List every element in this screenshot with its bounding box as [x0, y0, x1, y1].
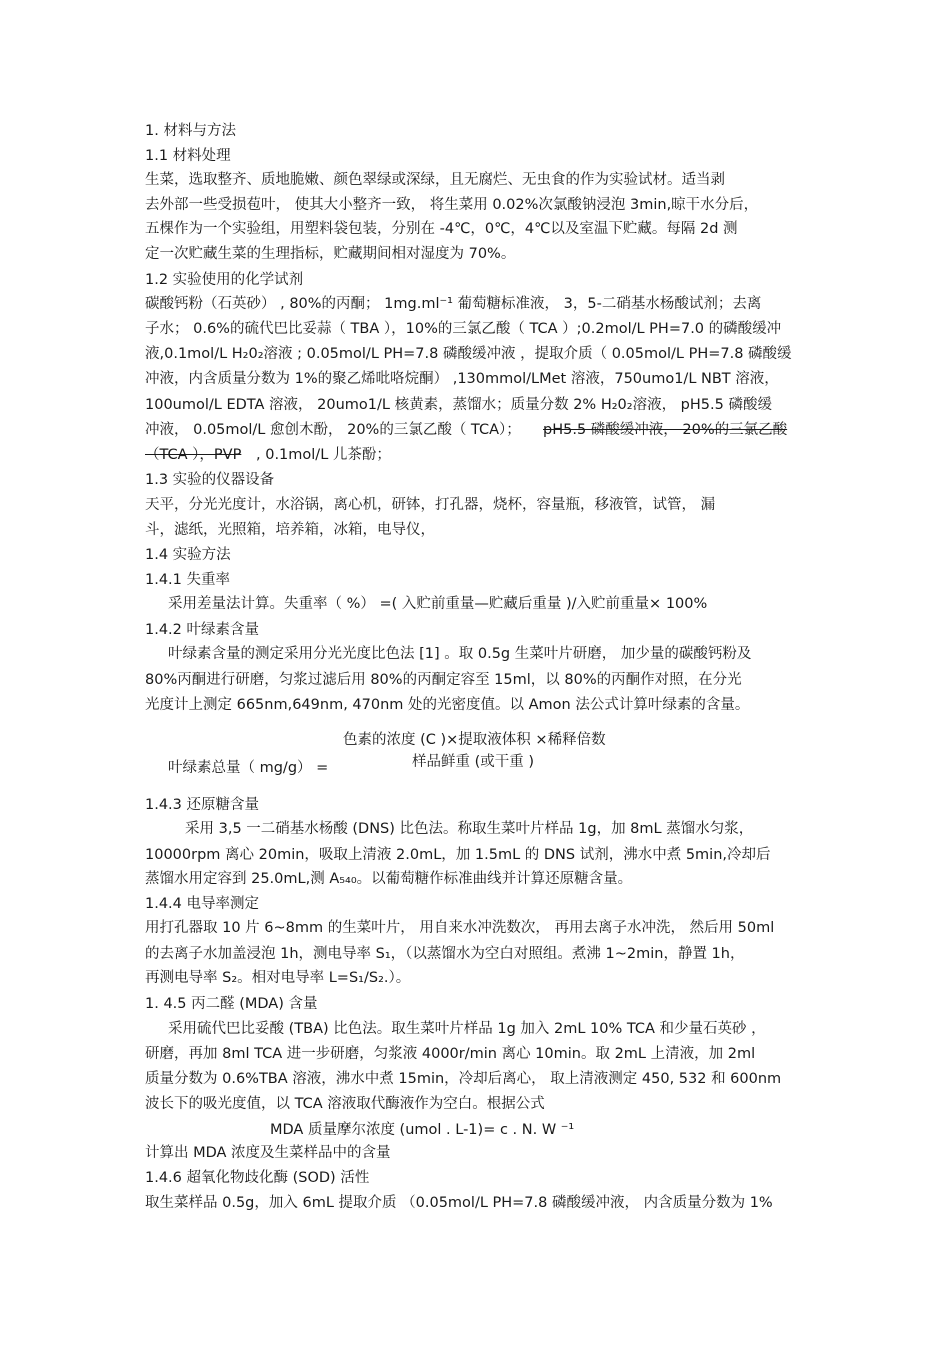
text-line: 1.1 材料处理 — [145, 148, 231, 164]
struck-text-line: pH5.5 磷酸缓冲液， 20%的三氯乙酸 — [543, 422, 788, 438]
text-line: 1.4 实验方法 — [145, 547, 231, 563]
text-line: 冲液，内含质量分数为 1%的聚乙烯吡咯烷酮） ,130mmol/LMet 溶液，750umo1/L NBT 溶液， — [145, 371, 779, 387]
text-line: 1.4.3 还原糖含量 — [145, 797, 260, 813]
text-line: 10000rpm 离心 20min，吸取上清液 2.0mL，加 1.5mL 的 DNS 试剂，沸水中煮 5min,冷却后 — [145, 847, 771, 863]
text-line: 碳酸钙粉（石英砂） , 80%的丙酮； 1mg.ml⁻¹ 葡萄糖标准液， 3，5-二硝基水杨酸试剂；去离 — [145, 296, 762, 312]
text-line: 80%丙酮进行研磨，匀浆过滤后用 80%的丙酮定容至 15ml，以 80%的丙酮作对照，在分光 — [145, 672, 742, 688]
text-line: 1.4.6 超氧化物歧化酶 (SOD) 活性 — [145, 1170, 370, 1186]
text-line: 再测电导率 S₂。相对电导率 L=S₁/S₂.）。 — [145, 970, 411, 986]
text-line: 叶绿素总量（ mg/g） = — [168, 760, 329, 776]
text-line: 1.2 实验使用的化学试剂 — [145, 272, 304, 288]
text-line: 采用 3,5 一二硝基水杨酸 (DNS) 比色法。称取生菜叶片样品 1g，加 8mL 蒸馏水匀浆， — [185, 821, 754, 837]
text-line: 1. 4.5 丙二醛 (MDA) 含量 — [145, 996, 318, 1012]
text-line: 光度计上测定 665nm,649nm, 470nm 处的光密度值。以 Amon 法公式计算叶绿素的含量。 — [145, 697, 750, 713]
text-line: 蒸馏水用定容到 25.0mL,测 A₅₄₀。以葡萄糖作标准曲线并计算还原糖含量。 — [145, 871, 633, 887]
text-line: 子水； 0.6%的硫代巴比妥蒜（ TBA ），10%的三氯乙酸（ TCA ）;0.2mol/L PH=7.0 的磷酸缓冲 — [145, 321, 782, 337]
struck-text-line: （TCA ），PVP — [145, 447, 242, 463]
text-line: 取生菜样品 0.5g，加入 6mL 提取介质 （0.05mol/L PH=7.8 磷酸缓冲液， 内含质量分数为 1% — [145, 1195, 773, 1211]
text-line: 质量分数为 0.6%TBA 溶液，沸水中煮 15min，冷却后离心， 取上清液测定 450, 532 和 600nm — [145, 1071, 782, 1087]
text-line: 100umol/L EDTA 溶液， 20umo1/L 核黄素，蒸馏水；质量分数 2% H₂0₂溶液， pH5.5 磷酸缓 — [145, 397, 772, 413]
text-line: 1.4.2 叶绿素含量 — [145, 622, 260, 638]
text-line: 叶绿素含量的测定采用分光光度比色法 [1] 。取 0.5g 生菜叶片研磨， 加少量的碳酸钙粉及 — [168, 646, 752, 662]
text-line: 研磨，再加 8ml TCA 进一步研磨，匀浆液 4000r/min 离心 10min。取 2mL 上清液，加 2ml — [145, 1046, 756, 1062]
text-line: 去外部一些受损苞叶， 使其大小整齐一致， 将生菜用 0.02%次氯酸钠浸泡 3min,晾干水分后， — [145, 197, 759, 213]
text-line: 用打孔器取 10 片 6~8mm 的生菜叶片， 用自来水冲洗数次， 再用去离子水冲洗， 然后用 50ml — [145, 920, 775, 936]
text-line: 计算出 MDA 浓度及生菜样品中的含量 — [145, 1145, 391, 1161]
text-line: 斗，滤纸，光照箱，培养箱，冰箱，电导仪， — [145, 522, 435, 538]
text-line: 定一次贮藏生菜的生理指标，贮藏期间相对湿度为 70%。 — [145, 246, 516, 262]
text-line: 1. 材料与方法 — [145, 123, 236, 139]
text-line: 液,0.1mol/L H₂0₂溶液 ; 0.05mol/L PH=7.8 磷酸缓冲液 ，提取介质（ 0.05mol/L PH=7.8 磷酸缓 — [145, 346, 792, 362]
text-line: 采用差量法计算。失重率（ %） =( 入贮前重量—贮藏后重量 )/入贮前重量× 100% — [168, 596, 708, 612]
text-line: 生菜，选取整齐、质地脆嫩、颜色翠绿或深绿，且无腐烂、无虫食的作为实验试材。适当剥 — [145, 172, 725, 188]
text-line: 色素的浓度 (C )×提取液体积 ×稀释倍数 — [343, 732, 606, 748]
text-line: 1.3 实验的仪器设备 — [145, 472, 275, 488]
text-line: 冲液， 0.05mol/L 愈创木酚， 20%的三氯乙酸（ TCA）； — [145, 422, 521, 438]
text-line: 1.4.1 失重率 — [145, 572, 231, 588]
text-line: 1.4.4 电导率测定 — [145, 896, 260, 912]
text-line: 波长下的吸光度值，以 TCA 溶液取代酶液作为空白。根据公式 — [145, 1096, 545, 1112]
text-line: 天平，分光光度计，水浴锅，离心机，研钵，打孔器，烧杯，容量瓶，移液管，试管， 漏 — [145, 497, 716, 513]
text-line: , 0.1mol/L 儿茶酚； — [256, 447, 391, 463]
text-line: 样品鲜重 (或干重 ) — [412, 754, 535, 770]
text-line: 的去离子水加盖浸泡 1h，测电导率 S₁，（以蒸馏水为空白对照组。煮沸 1~2min，静置 1h， — [145, 946, 745, 962]
text-line: MDA 质量摩尔浓度 (umol . L-1)= c . N. W ⁻¹ — [270, 1122, 575, 1138]
text-line: 采用硫代巴比妥酸 (TBA) 比色法。取生菜叶片样品 1g 加入 2mL 10% TCA 和少量石英砂 ， — [168, 1021, 766, 1037]
text-line: 五棵作为一个实验组，用塑料袋包装，分别在 -4℃，0℃，4℃以及室温下贮藏。每隔 2d 测 — [145, 221, 738, 237]
